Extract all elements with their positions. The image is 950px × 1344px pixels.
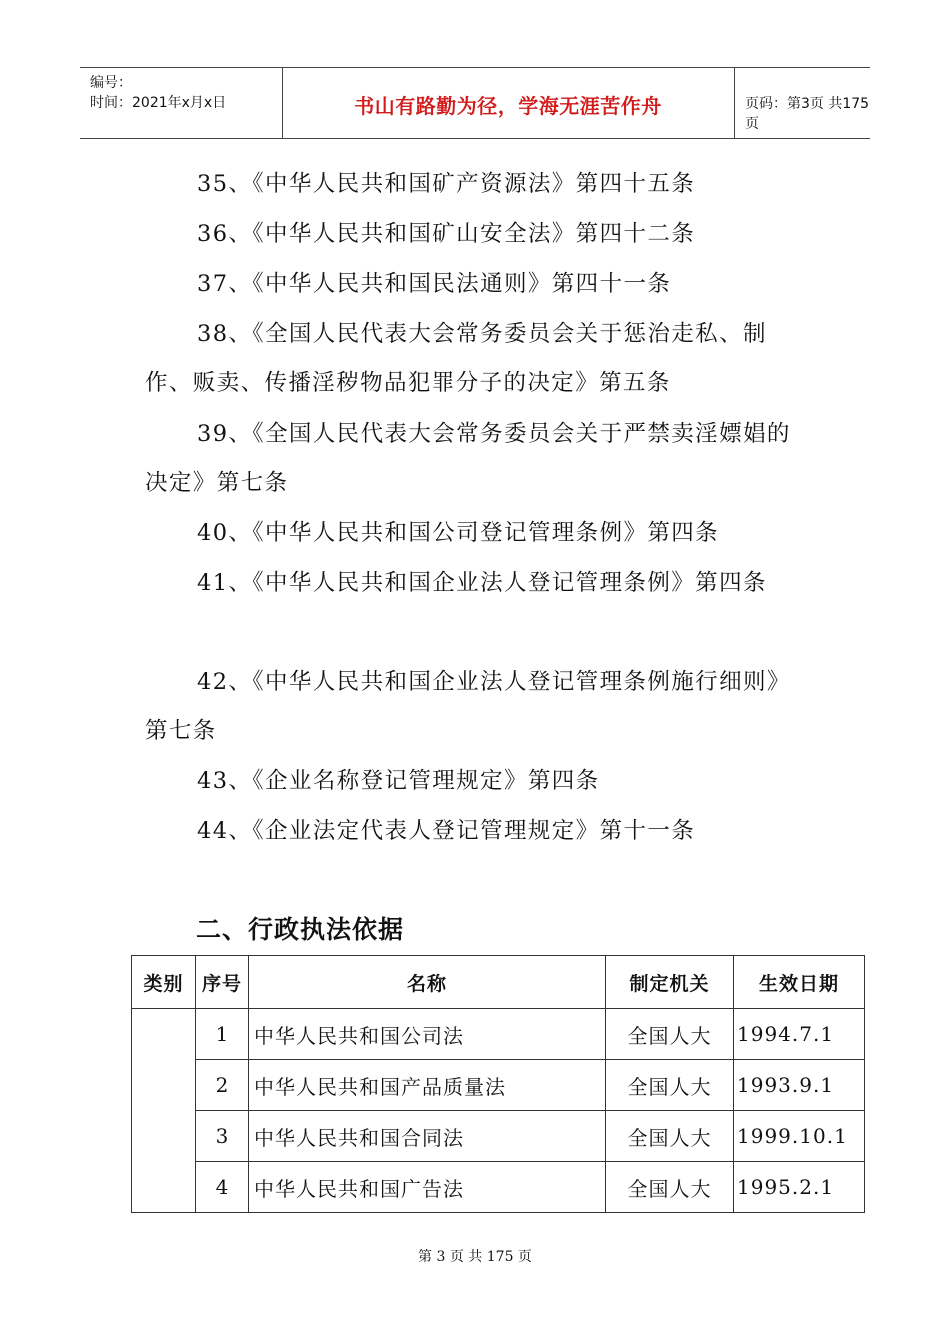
- law-basis-table: [131, 955, 865, 1213]
- header-motto: 书山有路勤为径，学海无涯苦作舟: [354, 94, 662, 118]
- enacting-authority: 全国人大: [606, 1009, 734, 1060]
- effective-date: 1995.2.1: [734, 1162, 865, 1213]
- list-item: 40、《中华人民共和国公司登记管理条例》第四条: [197, 520, 720, 546]
- header-page-cell: [735, 68, 870, 138]
- law-name: 中华人民共和国产品质量法: [249, 1060, 606, 1111]
- enacting-authority: 全国人大: [606, 1162, 734, 1213]
- list-item: 38、《全国人民代表大会常务委员会关于惩治走私、制作、贩卖、传播淫秽物品犯罪分子的决定》第五条: [145, 321, 767, 396]
- list-item: 37、《中华人民共和国民法通则》第四十一条: [197, 271, 672, 297]
- list-item: 43、《企业名称登记管理规定》第四条: [197, 768, 600, 794]
- law-name: 中华人民共和国合同法: [249, 1111, 606, 1162]
- section-title: 二、行政执法依据: [196, 915, 405, 944]
- list-item: 39、《全国人民代表大会常务委员会关于严禁卖淫嫖娼的决定》第七条: [145, 421, 791, 496]
- header-page-number: 页码：第3页 共175页: [745, 96, 870, 132]
- effective-date: 1999.10.1: [734, 1111, 865, 1162]
- table-row: [132, 1060, 865, 1111]
- column-header-number: 序号: [196, 956, 249, 1009]
- table-row: [132, 1111, 865, 1162]
- effective-date: 1993.9.1: [734, 1060, 865, 1111]
- table-header-row: [132, 956, 865, 1009]
- list-item: 42、《中华人民共和国企业法人登记管理条例施行细则》第七条: [145, 669, 791, 744]
- list-item: 35、《中华人民共和国矿产资源法》第四十五条: [197, 171, 696, 197]
- header-motto-cell: [282, 68, 735, 138]
- list-item: 44、《企业法定代表人登记管理规定》第十一条: [197, 818, 696, 844]
- list-item: 36、《中华人民共和国矿山安全法》第四十二条: [197, 221, 696, 247]
- page-footer: 第 3 页 共 175 页: [418, 1249, 532, 1265]
- table-row: [132, 1162, 865, 1213]
- document-code-label: 编号：: [90, 75, 132, 91]
- column-header-effective-date: 生效日期: [734, 956, 865, 1009]
- table-row: [132, 1009, 865, 1060]
- enacting-authority: 全国人大: [606, 1111, 734, 1162]
- row-number: 4: [196, 1162, 249, 1213]
- page-header: [80, 67, 870, 139]
- column-header-authority: 制定机关: [606, 956, 734, 1009]
- column-header-category: 类别: [132, 956, 196, 1009]
- document-time-label: 时间：2021年x月x日: [90, 95, 227, 111]
- row-number: 3: [196, 1111, 249, 1162]
- effective-date: 1994.7.1: [734, 1009, 865, 1060]
- row-number: 1: [196, 1009, 249, 1060]
- row-number: 2: [196, 1060, 249, 1111]
- column-header-name: 名称: [249, 956, 606, 1009]
- list-item: 41、《中华人民共和国企业法人登记管理条例》第四条: [197, 570, 767, 596]
- law-name: 中华人民共和国广告法: [249, 1162, 606, 1213]
- category-cell: [132, 1009, 196, 1213]
- law-name: 中华人民共和国公司法: [249, 1009, 606, 1060]
- header-meta-cell: [80, 68, 283, 138]
- enacting-authority: 全国人大: [606, 1060, 734, 1111]
